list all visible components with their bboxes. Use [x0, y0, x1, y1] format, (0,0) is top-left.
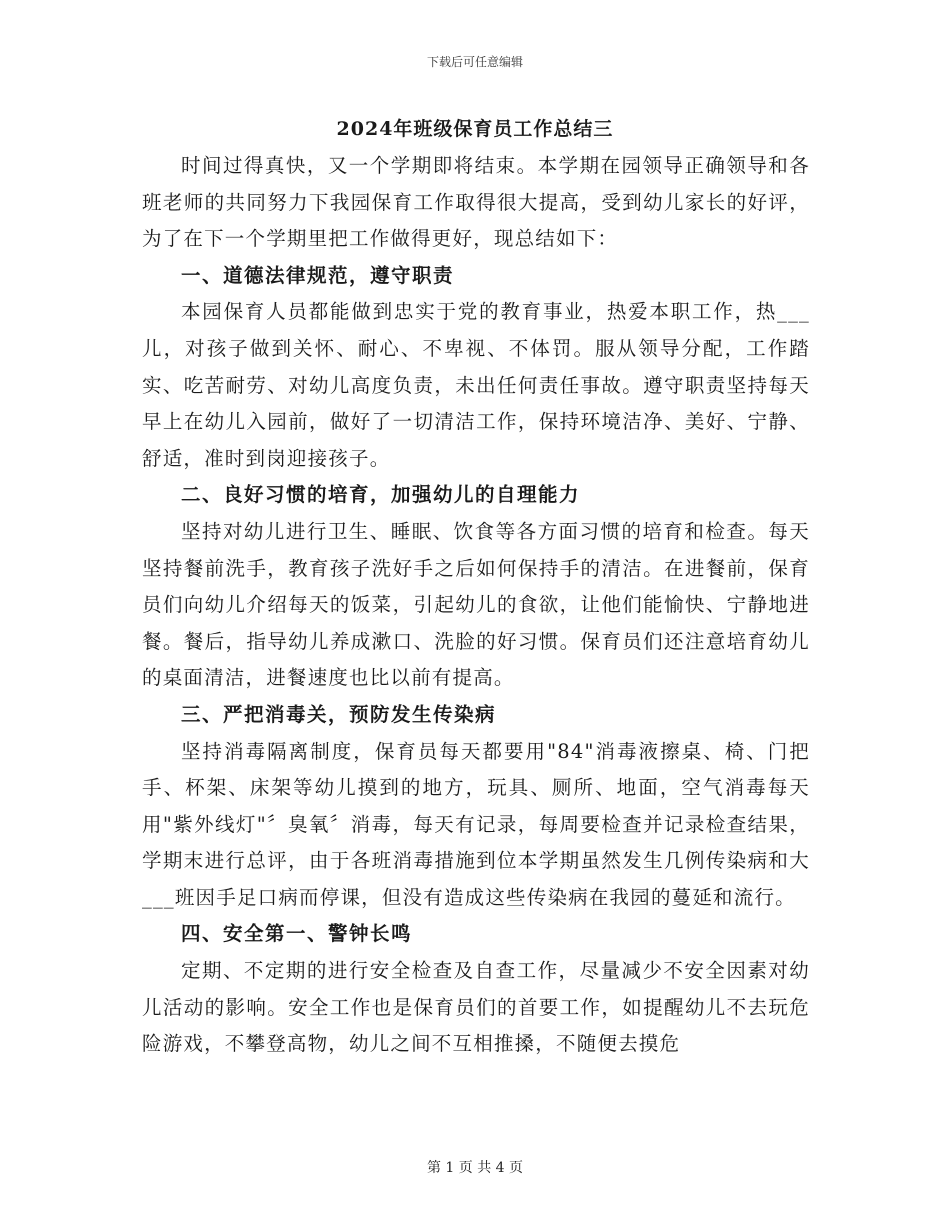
- section-paragraph-3: 坚持消毒隔离制度，保育员每天都要用"84"消毒液擦桌、椅、门把手、杯架、床架等幼儿摸到的地方，玩具、厕所、地面，空气消毒每天用"紫外线灯"〞臭氧〞消毒，每天有记录，每周要检查并记录检查结果，学期末进行总评，由于各班消毒措施到位本学期虽然发生几例传染病和大___班因手足口病而停课，但没有造成这些传染病在我园的蔓延和流行。: [142, 739, 810, 909]
- document-title: 2024年班级保育员工作总结三: [336, 118, 614, 140]
- section-heading-3: 三、严把消毒关，预防发生传染病: [181, 702, 497, 726]
- section-heading-1: 一、道德法律规范，遵守职责: [181, 263, 455, 287]
- page-indicator: 第 1 页 共 4 页: [426, 1160, 524, 1176]
- section-paragraph-4: 定期、不定期的进行安全检查及自查工作，尽量减少不安全因素对幼儿活动的影响。安全工作也是保育员们的首要工作，如提醒幼儿不去玩危险游戏，不攀登高物，幼儿之间不互相推搡，不随便去摸危: [142, 959, 810, 1056]
- intro-paragraph: 时间过得真快，又一个学期即将结束。本学期在园领导正确领导和各班老师的共同努力下我园保育工作取得很大提高，受到幼儿家长的好评，为了在下一个学期里把工作做得更好，现总结如下：: [142, 154, 810, 251]
- document-body: [142, 148, 810, 1063]
- section-paragraph-1: 本园保育人员都能做到忠实于党的教育事业，热爱本职工作，热___儿，对孩子做到关怀、耐心、不卑视、不体罚。服从领导分配，工作踏实、吃苦耐劳、对幼儿高度负责，未出任何责任事故。遵守职责坚持每天早上在幼儿入园前，做好了一切清洁工作，保持环境洁净、美好、宁静、舒适，准时到岗迎接孩子。: [142, 300, 810, 470]
- section-heading-4: 四、安全第一、警钟长鸣: [181, 922, 413, 946]
- section-heading-2: 二、良好习惯的培育，加强幼儿的自理能力: [181, 483, 581, 507]
- section-paragraph-2: 坚持对幼儿进行卫生、睡眠、饮食等各方面习惯的培育和检查。每天坚持餐前洗手，教育孩子洗好手之后如何保持手的清洁。在进餐前，保育员们向幼儿介绍每天的饭菜，引起幼儿的食欲，让他们能愉快、宁静地进餐。餐后，指导幼儿养成漱口、洗脸的好习惯。保育员们还注意培育幼儿的桌面清洁，进餐速度也比以前有提高。: [142, 519, 810, 690]
- header-note: 下载后可任意编辑: [426, 55, 523, 69]
